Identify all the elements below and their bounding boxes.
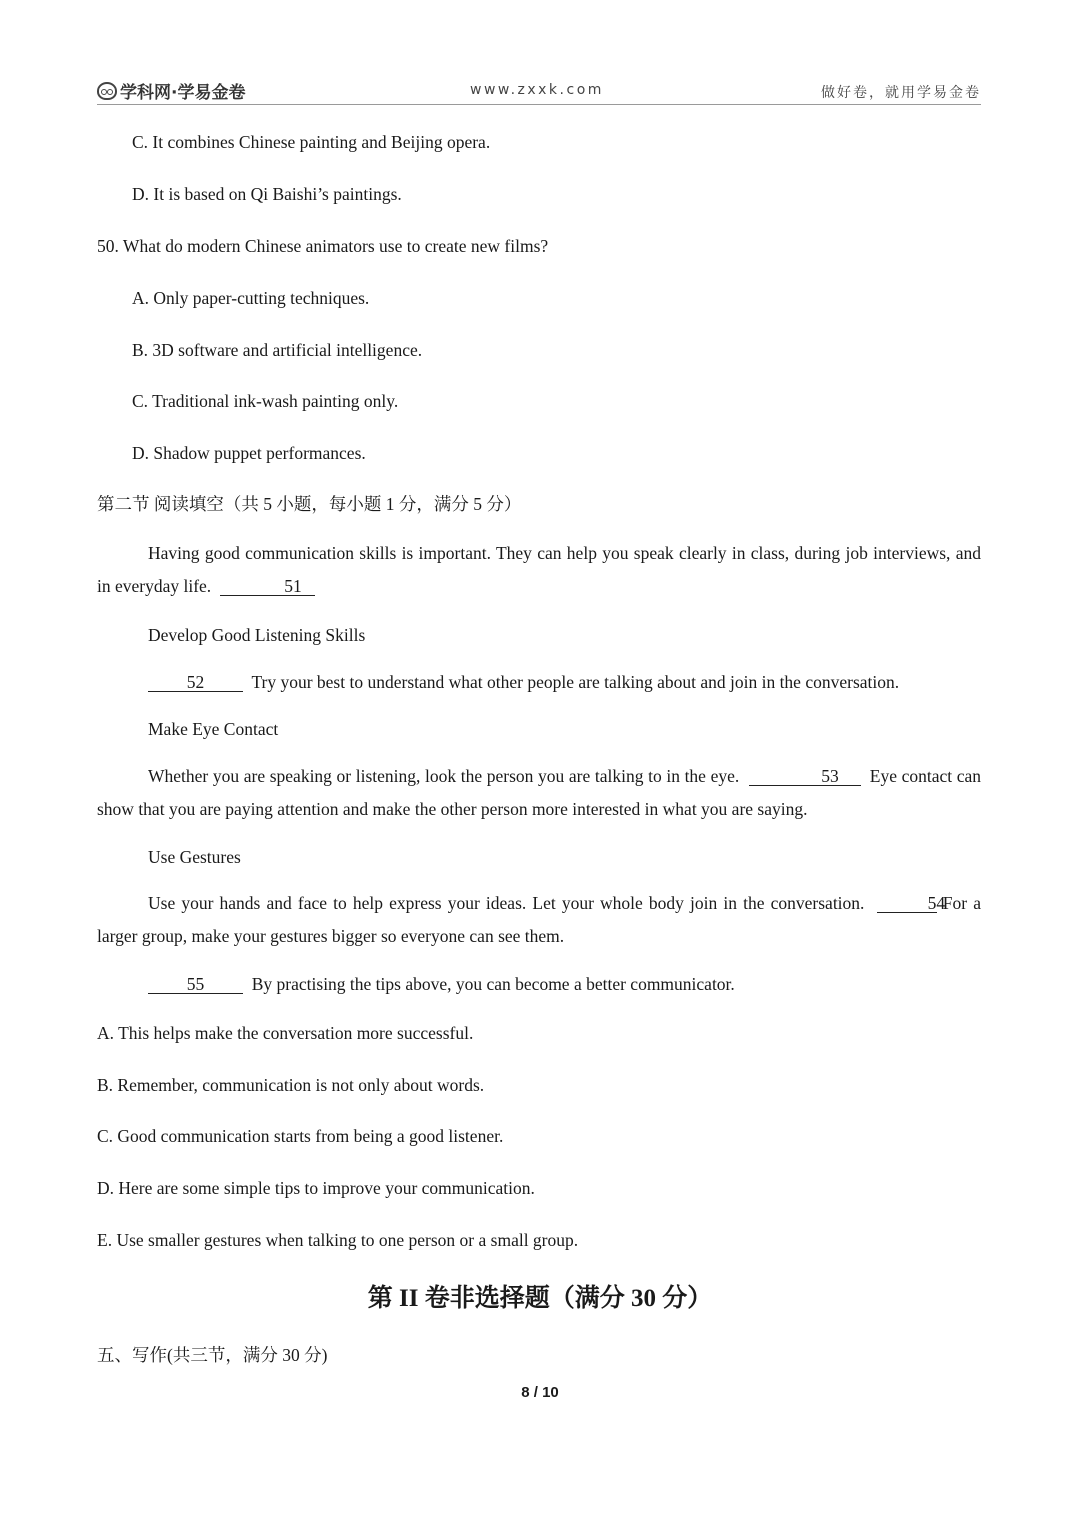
writing-heading: 五、写作(共三节，满分 30 分) [97, 1345, 328, 1365]
paragraph-53-after: Eye contact can show that you are paying attention and make the other person more interested in what you are saying. [97, 766, 982, 819]
q50-option-a: A. Only paper-cutting techniques. [132, 288, 370, 308]
subheading-listening: Develop Good Listening Skills [148, 625, 366, 645]
header-slogan: 做好卷，就用学易金卷 [821, 85, 981, 101]
blank-51: 51 [220, 577, 315, 596]
paragraph-54 [97, 887, 981, 953]
paragraph-55 [148, 973, 735, 995]
blank-54: 54 [877, 894, 937, 913]
q49-option-c: C. It combines Chinese painting and Beijing opera. [132, 132, 491, 152]
q50-option-d: D. Shadow puppet performances. [132, 443, 366, 463]
subheading-gestures: Use Gestures [148, 847, 241, 867]
choice-e: E. Use smaller gestures when talking to one person or a small group. [97, 1230, 579, 1250]
q50-option-b: B. 3D software and artificial intelligence. [132, 340, 423, 360]
blank-55: 55 [148, 975, 243, 994]
subheading-eye-contact: Make Eye Contact [148, 719, 279, 739]
q50-question: 50. What do modern Chinese animators use to create new films? [97, 236, 549, 256]
paragraph-53 [97, 760, 981, 826]
page-header [97, 74, 981, 105]
part2-title: 第 II 卷非选择题（满分 30 分） [367, 1285, 713, 1312]
logo [97, 78, 245, 103]
site-url: www.zxxk.com [470, 82, 604, 98]
paragraph-53-before: Whether you are speaking or listening, look the person you are talking to in the eye. [148, 766, 740, 786]
paragraph-55-text: By practising the tips above, you can become a better communicator. [251, 974, 735, 994]
logo-text: 学科网·学易金卷 [120, 83, 246, 103]
blank-53: 53 [749, 767, 861, 786]
choice-d: D. Here are some simple tips to improve your communication. [97, 1178, 535, 1198]
q50-option-c: C. Traditional ink-wash painting only. [132, 391, 399, 411]
choice-a: A. This helps make the conversation more successful. [97, 1023, 474, 1043]
owl-logo-icon [97, 82, 117, 100]
page-number: 8 / 10 [521, 1384, 559, 1401]
blank-52: 52 [148, 673, 243, 692]
paragraph-54-before: Use your hands and face to help express your ideas. Let your whole body join in the conversation. [148, 893, 865, 913]
paragraph-52 [148, 671, 899, 693]
intro-paragraph [97, 537, 981, 603]
paragraph-54-after: For a larger group, make your gestures bigger so everyone can see them. [97, 893, 981, 946]
paragraph-52-text: Try your best to understand what other people are talking about and join in the conversation. [251, 672, 900, 692]
q49-option-d: D. It is based on Qi Baishi’s paintings. [132, 184, 402, 204]
choice-b: B. Remember, communication is not only about words. [97, 1075, 485, 1095]
intro-text: Having good communication skills is important. They can help you speak clearly in class, during job interviews, and in everyday life. [97, 543, 981, 596]
section2-heading: 第二节 阅读填空（共 5 小题，每小题 1 分，满分 5 分） [97, 494, 522, 514]
choice-c: C. Good communication starts from being a good listener. [97, 1126, 504, 1146]
